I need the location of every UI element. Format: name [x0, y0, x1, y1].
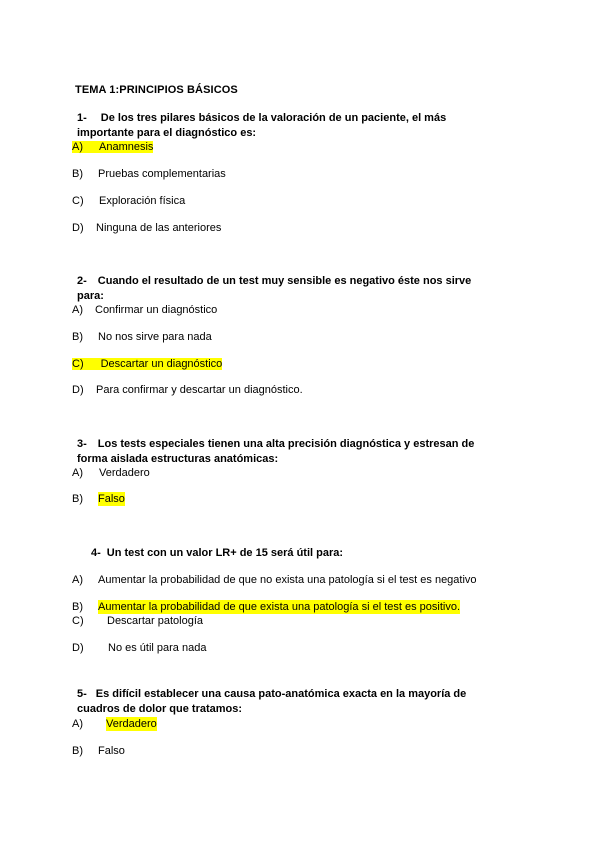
- option-text: Pruebas complementarias: [98, 168, 226, 180]
- option-text: Falso: [98, 745, 125, 757]
- option-2b[interactable]: [72, 330, 212, 344]
- option-text: Descartar un diagnóstico: [100, 358, 223, 370]
- option-1c[interactable]: [72, 194, 186, 208]
- option-letter: A): [72, 467, 83, 479]
- option-text: Para confirmar y descartar un diagnóstico.: [96, 384, 303, 396]
- option-letter: A): [72, 304, 83, 316]
- option-text: Exploración física: [99, 195, 186, 207]
- option-letter: A): [72, 141, 83, 153]
- option-letter: A): [72, 718, 83, 730]
- option-letter: C): [72, 195, 84, 207]
- document-title: TEMA 1:PRINCIPIOS BÁSICOS: [75, 84, 238, 96]
- option-4b[interactable]: [72, 600, 461, 614]
- option-text: Anamnesis: [99, 141, 154, 153]
- option-4d[interactable]: [72, 641, 207, 655]
- option-letter: B): [72, 601, 83, 613]
- question-4-text: Un test con un valor LR+ de 15 será útil para:: [106, 547, 344, 559]
- option-text: Aumentar la probabilidad de que no exista una patología si el test es negativo: [98, 574, 477, 586]
- option-3b[interactable]: [72, 492, 125, 506]
- question-5-line-2: cuadros de dolor que tratamos:: [77, 703, 243, 715]
- option-letter: B): [72, 331, 83, 343]
- option-4c[interactable]: [72, 614, 203, 628]
- question-2-line-1: [77, 274, 471, 289]
- option-2a[interactable]: [72, 303, 218, 317]
- option-2c[interactable]: [72, 357, 222, 371]
- option-letter: B): [72, 493, 83, 505]
- question-5-text: Es difícil establecer una causa pato-anatómica exacta en la mayoría de: [95, 688, 467, 700]
- option-text: Falso: [98, 493, 125, 505]
- option-3a[interactable]: [72, 466, 150, 480]
- option-letter: C): [72, 615, 84, 627]
- question-1-line-2: importante para el diagnóstico es:: [77, 127, 257, 139]
- question-1-number: 1-: [77, 112, 87, 124]
- question-1-text: De los tres pilares básicos de la valoración de un paciente, el más: [100, 112, 447, 124]
- option-text: Ninguna de las anteriores: [96, 222, 222, 234]
- option-2d[interactable]: [72, 383, 303, 397]
- question-3-line-2: forma aislada estructuras anatómicas:: [77, 453, 279, 465]
- option-5b[interactable]: [72, 744, 125, 758]
- option-text: No es útil para nada: [108, 642, 207, 654]
- question-5-number: 5-: [77, 688, 87, 700]
- question-3-line-1: [77, 437, 474, 452]
- question-3-number: 3-: [77, 438, 87, 450]
- option-1a[interactable]: [72, 140, 153, 154]
- question-2-line-2: para:: [77, 290, 104, 302]
- question-2: [77, 274, 471, 304]
- question-2-number: 2-: [77, 275, 87, 287]
- option-1b[interactable]: [72, 167, 226, 181]
- option-text: Confirmar un diagnóstico: [95, 304, 218, 316]
- option-letter: D): [72, 222, 84, 234]
- question-5: [77, 687, 466, 717]
- option-letter: A): [72, 574, 83, 586]
- option-1d[interactable]: [72, 221, 222, 235]
- question-1: [77, 111, 446, 141]
- option-text: No nos sirve para nada: [98, 331, 212, 343]
- option-text: Verdadero: [106, 718, 157, 730]
- option-letter: C): [72, 358, 84, 370]
- question-4: [91, 546, 343, 561]
- option-text: Verdadero: [99, 467, 150, 479]
- option-letter: D): [72, 384, 84, 396]
- question-2-text: Cuando el resultado de un test muy sensible es negativo éste nos sirve: [97, 275, 472, 287]
- option-letter: B): [72, 168, 83, 180]
- option-4a[interactable]: [72, 573, 477, 587]
- question-3: [77, 437, 474, 467]
- option-text: Descartar patología: [107, 615, 203, 627]
- option-letter: D): [72, 642, 84, 654]
- option-text: Aumentar la probabilidad de que exista una patología si el test es positivo.: [98, 601, 461, 613]
- question-5-line-1: [77, 687, 466, 702]
- option-5a[interactable]: [72, 717, 157, 731]
- question-4-line-1: [91, 546, 343, 561]
- question-1-line-1: [77, 111, 446, 126]
- option-letter: B): [72, 745, 83, 757]
- question-4-number: 4-: [91, 547, 101, 559]
- question-3-text: Los tests especiales tienen una alta precisión diagnóstica y estresan de: [97, 438, 475, 450]
